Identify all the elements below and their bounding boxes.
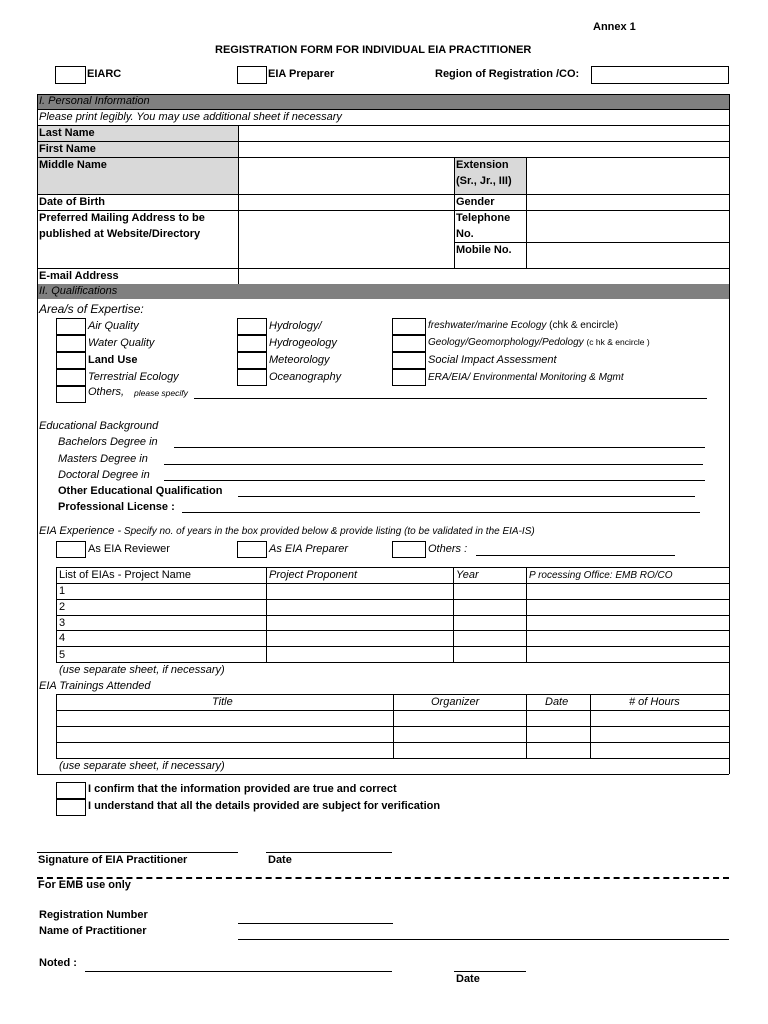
- section-personal-title: I. Personal Information: [39, 95, 150, 107]
- eia-reviewer-checkbox[interactable]: [56, 541, 86, 558]
- eia-separate-sheet-note: (use separate sheet, if necessary): [59, 664, 225, 676]
- grid-line: [37, 109, 729, 110]
- oceanography-checkbox[interactable]: [237, 369, 267, 386]
- grid-line: [454, 157, 455, 268]
- grid-line: [56, 583, 729, 584]
- eia-row-number: 1: [59, 585, 66, 597]
- annex-label: Annex 1: [593, 21, 636, 33]
- hydrogeology-checkbox[interactable]: [237, 335, 267, 352]
- grid-line: [238, 125, 239, 284]
- last-name-input[interactable]: [239, 125, 729, 141]
- dob-label: Date of Birth: [39, 196, 105, 208]
- eia-list-header-2: Project Proponent: [269, 569, 358, 581]
- grid-line: [590, 694, 591, 758]
- email-label: E-mail Address: [39, 270, 119, 282]
- dob-input[interactable]: [239, 194, 454, 210]
- eia-list-header-1: List of EIAs - Project Name: [59, 569, 192, 581]
- cut-line: [37, 877, 729, 879]
- grid-line: [454, 242, 729, 243]
- extension-label-2: (Sr., Jr., III): [456, 175, 512, 187]
- region-input[interactable]: [591, 66, 729, 84]
- geology-label: Geology/Geomorphology/Pedology: [428, 337, 584, 348]
- social-impact-label: Social Impact Assessment: [428, 354, 557, 366]
- era-eia-label: ERA/EIA/ Environmental Monitoring & Mgmt: [428, 372, 624, 383]
- grid-line: [37, 210, 729, 211]
- terrestrial-ecology-label: Terrestrial Ecology: [88, 371, 179, 383]
- grid-line: [453, 567, 454, 662]
- extension-label-1: Extension: [456, 159, 509, 171]
- water-quality-label: Water Quality: [88, 337, 155, 349]
- first-name-label: First Name: [39, 143, 96, 155]
- signature-line[interactable]: [37, 852, 238, 853]
- grid-line: [37, 94, 38, 774]
- grid-line: [56, 662, 729, 663]
- eia-row-number: 3: [59, 617, 66, 629]
- expertise-label: Area/s of Expertise:: [39, 302, 144, 316]
- confirm-true-label: I confirm that the information provided are true and correct: [88, 783, 397, 795]
- confirm-verify-label: I understand that all the details provided are subject for verification: [88, 800, 441, 812]
- license-label: Professional License :: [58, 501, 175, 513]
- land-use-checkbox[interactable]: [56, 352, 86, 369]
- trainings-header-title: Title: [212, 696, 233, 708]
- noted-label: Noted :: [39, 957, 77, 969]
- telephone-label-1: Telephone: [456, 212, 511, 224]
- geology-row: [428, 337, 650, 348]
- grid-line: [393, 694, 394, 758]
- trainings-separate-sheet-note: (use separate sheet, if necessary): [59, 760, 225, 772]
- eia-experience-note: Specify no. of years in the box provided below & provide listing (to be validated in the EIA-IS): [123, 526, 535, 537]
- telephone-label-2: No.: [456, 228, 474, 240]
- grid-line: [37, 125, 729, 126]
- email-input[interactable]: [239, 268, 729, 284]
- signature-date-line[interactable]: [266, 852, 392, 853]
- hydrogeology-label: Hydrogeology: [269, 337, 337, 349]
- others-expertise-line[interactable]: [194, 398, 707, 399]
- others-exp-line[interactable]: [476, 555, 675, 556]
- gender-label: Gender: [456, 196, 495, 208]
- edu-background-label: Educational Background: [39, 420, 159, 432]
- reg-number-label: Registration Number: [39, 909, 148, 921]
- grid-line: [729, 94, 730, 774]
- eia-row-number: 5: [59, 649, 66, 661]
- doctoral-line[interactable]: [164, 480, 705, 481]
- eia-experience-row: [39, 525, 535, 537]
- confirm-true-checkbox[interactable]: [56, 782, 86, 799]
- marine-ecology-checkbox[interactable]: [392, 318, 426, 335]
- other-edu-line[interactable]: [238, 496, 695, 497]
- eia-preparer-checkbox[interactable]: [237, 66, 267, 84]
- grid-line: [37, 268, 729, 269]
- trainings-header-organizer: Organizer: [431, 696, 480, 708]
- grid-line: [526, 694, 527, 758]
- grid-line: [37, 774, 729, 775]
- extension-input[interactable]: [527, 157, 729, 194]
- masters-label: Masters Degree in: [58, 453, 148, 465]
- middle-name-input[interactable]: [239, 157, 454, 194]
- other-edu-label: Other Educational Qualification: [58, 485, 223, 497]
- eiarc-label: EIARC: [87, 68, 122, 80]
- grid-line: [56, 630, 729, 631]
- others-exp-label: Others :: [428, 543, 468, 555]
- eia-row-number: 4: [59, 632, 66, 644]
- grid-line: [37, 94, 729, 95]
- trainings-header-date: Date: [545, 696, 569, 708]
- hydrology-label: Hydrology/: [269, 320, 322, 332]
- air-quality-checkbox[interactable]: [56, 318, 86, 335]
- signature-label: Signature of EIA Practitioner: [38, 854, 188, 866]
- grid-line: [56, 615, 729, 616]
- gender-input[interactable]: [527, 194, 729, 210]
- section-qualifications-title: II. Qualifications: [39, 285, 118, 297]
- mailing-label-1: Preferred Mailing Address to be: [39, 212, 205, 224]
- eia-preparer-label: EIA Preparer: [268, 68, 335, 80]
- practitioner-name-line[interactable]: [238, 939, 729, 940]
- noted-line[interactable]: [85, 971, 392, 972]
- eia-reviewer-label: As EIA Reviewer: [88, 543, 170, 555]
- bachelors-line[interactable]: [174, 447, 705, 448]
- section-qualifications-bar: [37, 284, 729, 299]
- geology-checkbox[interactable]: [392, 335, 426, 352]
- reg-number-line[interactable]: [238, 923, 393, 924]
- noted-date-line[interactable]: [454, 971, 526, 972]
- eia-preparer-exp-label: As EIA Preparer: [269, 543, 349, 555]
- practitioner-name-label: Name of Practitioner: [39, 925, 147, 937]
- form-title: REGISTRATION FORM FOR INDIVIDUAL EIA PRACTITIONER: [215, 44, 532, 56]
- trainings-label: EIA Trainings Attended: [39, 680, 151, 692]
- grid-line: [37, 194, 729, 195]
- others-expertise-label: Others,: [88, 386, 125, 398]
- marine-ecology-label: freshwater/marine Ecology: [428, 320, 547, 331]
- air-quality-label: Air Quality: [88, 320, 139, 332]
- eia-preparer-exp-checkbox[interactable]: [237, 541, 267, 558]
- eia-experience-label: EIA Experience -: [39, 525, 122, 537]
- water-quality-checkbox[interactable]: [56, 335, 86, 352]
- noted-date-label: Date: [456, 973, 480, 985]
- eia-list-header-3: Year: [456, 569, 479, 581]
- marine-ecology-note: (chk & encircle): [549, 320, 619, 331]
- license-line[interactable]: [182, 512, 700, 513]
- grid-line: [37, 157, 729, 158]
- grid-line: [56, 567, 729, 568]
- others-expertise-checkbox[interactable]: [56, 386, 86, 403]
- oceanography-label: Oceanography: [269, 371, 342, 383]
- marine-ecology-row: [428, 320, 618, 331]
- others-exp-checkbox[interactable]: [392, 541, 426, 558]
- middle-name-label: Middle Name: [39, 159, 107, 171]
- please-specify-label: please specify: [134, 388, 188, 398]
- hydrology-checkbox[interactable]: [237, 318, 267, 335]
- mobile-input[interactable]: [527, 242, 729, 268]
- grid-line: [56, 694, 57, 758]
- bachelors-label: Bachelors Degree in: [58, 436, 158, 448]
- last-name-label: Last Name: [39, 127, 95, 139]
- eia-row-number: 2: [59, 601, 66, 613]
- grid-line: [266, 567, 267, 662]
- social-impact-checkbox[interactable]: [392, 352, 426, 369]
- emb-title: For EMB use only: [38, 879, 131, 891]
- eia-list-header-4: P rocessing Office: EMB RO/CO: [529, 570, 673, 581]
- telephone-input[interactable]: [527, 210, 729, 242]
- land-use-label: Land Use: [88, 354, 138, 366]
- grid-line: [56, 599, 729, 600]
- grid-line: [56, 758, 729, 759]
- confirm-verify-checkbox[interactable]: [56, 799, 86, 816]
- print-instruction: Please print legibly. You may use additional sheet if necessary: [39, 111, 342, 123]
- region-label: Region of Registration /CO:: [435, 68, 580, 80]
- grid-line: [526, 157, 527, 268]
- grid-line: [56, 567, 57, 662]
- grid-line: [526, 567, 527, 662]
- terrestrial-ecology-checkbox[interactable]: [56, 369, 86, 386]
- first-name-input[interactable]: [239, 141, 729, 157]
- geology-note: (c hk & encircle ): [586, 337, 650, 347]
- doctoral-label: Doctoral Degree in: [58, 469, 150, 481]
- mailing-address-input[interactable]: [239, 210, 454, 268]
- grid-line: [37, 141, 729, 142]
- mailing-label-2: published at Website/Directory: [39, 228, 201, 240]
- mobile-label: Mobile No.: [456, 244, 512, 256]
- meteorology-checkbox[interactable]: [237, 352, 267, 369]
- masters-line[interactable]: [164, 464, 703, 465]
- grid-line: [56, 646, 729, 647]
- era-eia-checkbox[interactable]: [392, 369, 426, 386]
- signature-date-label: Date: [268, 854, 292, 866]
- meteorology-label: Meteorology: [269, 354, 330, 366]
- trainings-header-hours: # of Hours: [629, 696, 680, 708]
- eiarc-checkbox[interactable]: [55, 66, 86, 84]
